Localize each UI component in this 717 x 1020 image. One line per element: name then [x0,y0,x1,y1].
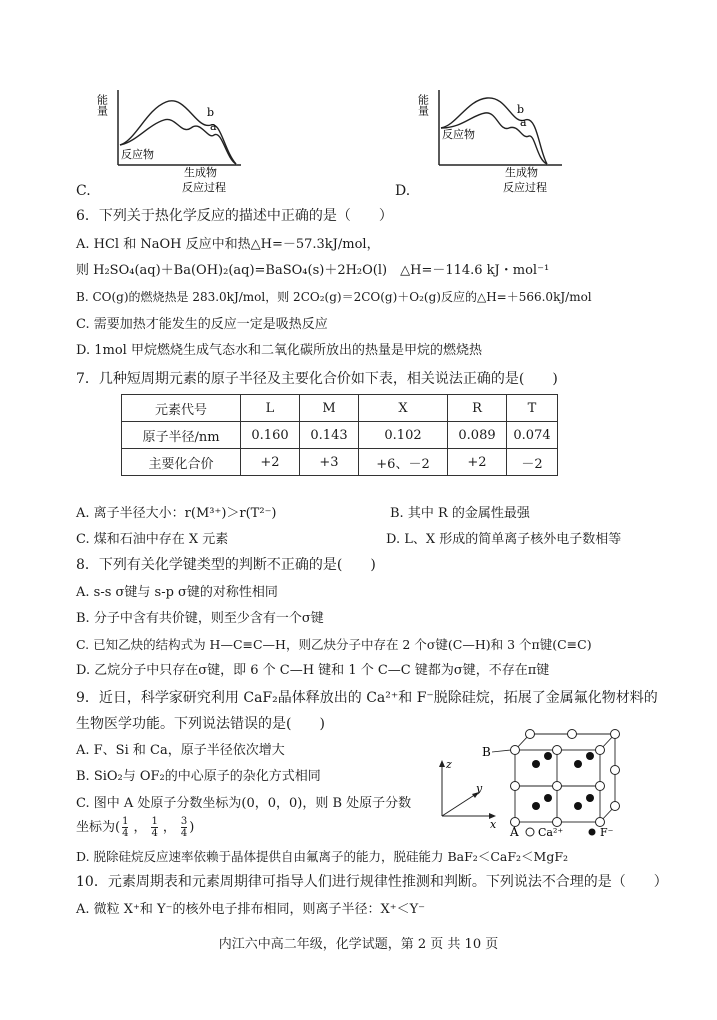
q6-option-d: D. 1mol 甲烷燃烧生成气态水和二氧化碳所放出的热量是甲烷的燃烧热 [76,343,482,358]
reactant-label: 反应物 [121,148,154,161]
q7-element-table [121,394,558,476]
q9-option-c-line1: C. 图中 A 处原子分数坐标为(0，0，0)，则 B 处原子分数 [76,796,412,811]
q7-option-d: D. L、X 形成的简单离子核外电子数相等 [386,532,622,547]
fraction [181,816,187,839]
table-cell: +2 [448,449,507,476]
q8-option-a: A. s-s σ键与 s-p σ键的对称性相同 [76,585,278,600]
energy-graph-c [96,80,256,195]
table-cell: 0.089 [448,422,507,449]
table-row [122,449,558,476]
table-cell: 0.143 [300,422,359,449]
q8-option-c: C. 已知乙炔的结构式为 H—C≡C—H，则乙炔分子中存在 2 个σ键(C—H)和 3 个π键(C≡C) [76,637,592,652]
fraction-numerator: 1 [151,816,158,827]
q6-stem: 6．下列关于热化学反应的描述中正确的是（ ） [76,208,393,224]
q7-option-c: C. 煤和石油中存在 X 元素 [76,532,229,547]
table-cell: 主要化合价 [122,449,241,476]
q7-option-a: A. 离子半径大小：r(M³⁺)＞r(T²⁻) [76,506,277,521]
q10-option-a: A. 微粒 X⁺和 Y⁻的核外电子排布相同，则离子半径：X⁺＜Y⁻ [76,902,426,917]
q9-stem-line2: 生物医学功能。下列说法错误的是( ) [76,716,325,732]
energy-graph-d [417,80,577,195]
legend-f: F⁻ [600,826,614,839]
coord-suffix: ) [189,820,195,835]
q8-option-d: D. 乙烷分子中只存在σ键，即 6 个 C—H 键和 1 个 C—C 键都为σ键，不存在π键 [76,663,550,678]
product-label: 生成物 [184,166,217,179]
table-cell: 0.102 [359,422,448,449]
curve-a-label: a [210,120,217,133]
fraction-numerator: 1 [122,816,129,827]
q9-option-c-line2: 坐标为( $\frac{1}{4}$ ， $\frac{1}{4}$ ， $\frac{3}{4}$ ) [76,816,195,839]
product-label-d: 生成物 [505,166,538,179]
q6-option-b: B. CO(g)的燃烧热是 283.0kJ/mol，则 2CO₂(g)＝2CO(g)＋O₂(g)反应的△H=＋566.0kJ/mol [76,290,592,304]
fraction-denominator: 4 [151,828,158,839]
graph-d-y-label: 能量 [417,94,430,116]
table-cell: L [241,395,300,422]
q6-option-c: C. 需要加热才能发生的反应一定是吸热反应 [76,317,328,332]
q10-stem: 10．元素周期表和元素周期律可指导人们进行规律性推测和判断。下列说法不合理的是（ ） [76,874,668,890]
q6-option-a-line1: A. HCl 和 NaOH 反应中和热△H=－57.3kJ/mol， [76,237,380,252]
table-cell: +2 [241,449,300,476]
table-cell: 元素代号 [122,395,241,422]
table-cell: 0.074 [507,422,558,449]
curve-b-label: b [207,106,215,119]
q7-option-b: B. 其中 R 的金属性最强 [390,506,530,521]
z-axis-label: z [446,758,452,771]
label-b: B [482,745,491,759]
label-a: A [510,825,519,839]
table-row [122,395,558,422]
table-cell: R [448,395,507,422]
table-row [122,422,558,449]
q7-stem: 7．几种短周期元素的原子半径及主要化合价如下表，相关说法正确的是( ) [76,371,558,387]
table-cell: 0.160 [241,422,300,449]
q8-option-b: B. 分子中含有共价键，则至少含有一个σ键 [76,611,324,626]
q9-stem-line1: 9．近日，科学家研究利用 CaF₂晶体释放出的 Ca²⁺和 F⁻脱除硅烷，拓展了金属氟化物材料的 [76,690,658,706]
page-footer: 内江六中高二年级，化学试题，第 2 页 共 10 页 [218,937,499,952]
curve-b-label-d: b [517,103,525,116]
table-cell: X [359,395,448,422]
table-cell: M [300,395,359,422]
caf2-crystal-diagram [430,720,650,840]
option-c-label: C. [76,183,91,199]
reactant-label-d: 反应物 [442,128,475,141]
y-axis-label: y [476,782,483,795]
q6-option-a-line2: 则 H₂SO₄(aq)＋Ba(OH)₂(aq)=BaSO₄(s)＋2H₂O(l) △H=－114.6 kJ・mol⁻¹ [76,263,550,278]
q9-option-d: D. 脱除硅烷反应速率依赖于晶体提供自由氟离子的能力，脱硅能力 BaF₂＜CaF₂＜MgF₂ [76,849,569,864]
graph-c-y-label-part: 能量 [96,94,109,116]
x-axis-label-d: 反应过程 [503,181,547,194]
table-cell: T [507,395,558,422]
q9-option-b: B. SiO₂与 OF₂的中心原子的杂化方式相同 [76,769,321,784]
table-cell: －2 [507,449,558,476]
q9-option-a: A. F、Si 和 Ca，原子半径依次增大 [76,743,285,758]
curve-a-label-d: a [520,116,527,129]
x-axis-label: x [490,818,497,831]
fraction-denominator: 4 [180,828,188,839]
q8-stem: 8．下列有关化学键类型的判断不正确的是( ) [76,557,376,573]
coord-prefix: 坐标为( [76,820,121,835]
legend-ca: Ca²⁺ [538,826,564,839]
fraction-denominator: 4 [122,828,129,839]
fraction [122,816,128,839]
fraction-numerator: 3 [180,816,188,827]
table-cell: +6、－2 [359,449,448,476]
table-cell: 原子半径/nm [122,422,241,449]
option-d-label: D. [395,183,411,199]
fraction [151,816,157,839]
table-cell: +3 [300,449,359,476]
x-axis-label: 反应过程 [182,181,226,194]
